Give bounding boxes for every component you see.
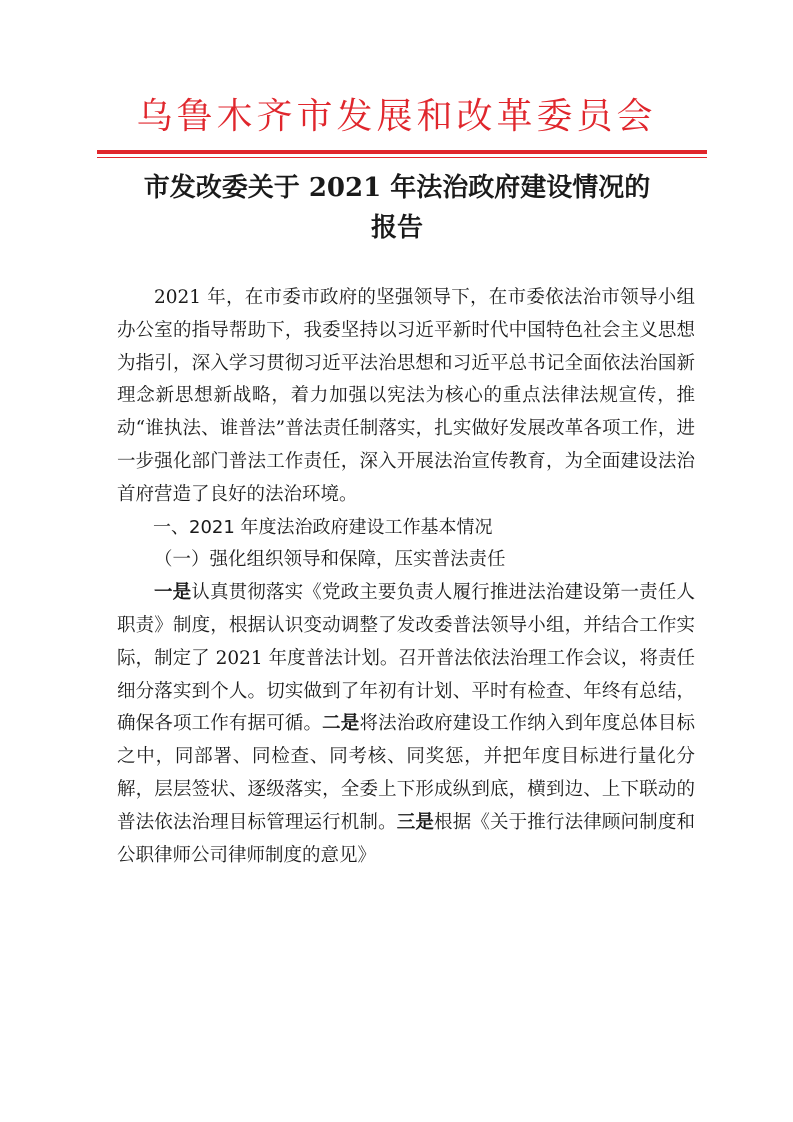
body-paragraph xyxy=(117,577,695,872)
document-title-line1: 市发改委关于 2021 年法治政府建设情况的 xyxy=(143,173,651,203)
document-title-line2: 报告 xyxy=(370,213,423,243)
masthead-rule-thick xyxy=(97,150,707,154)
masthead-title: 乌鲁木齐市发展和改革委员会 xyxy=(136,96,657,137)
masthead-rule-thin xyxy=(97,157,707,158)
item-text-2: 将法治政府建设工作纳入到年度总体目标之中，同部署、同检查、同考核、同奖惩，并把年度目标进行量化分解，层层签状、逐级落实，全委上下形成纵到底，横到边、上下联动的普法依法治理目标管理运行机制。 xyxy=(117,713,695,833)
document-body xyxy=(117,282,695,872)
item-lead-2: 二是 xyxy=(322,713,360,735)
item-lead-1: 一是 xyxy=(154,582,192,604)
section-heading: 一、2021 年度法治政府建设工作基本情况 xyxy=(153,516,493,538)
subsection-heading: （一）强化组织领导和保障，压实普法责任 xyxy=(154,549,506,571)
document-title xyxy=(97,168,697,248)
item-text-1: 认真贯彻落实《党政主要负责人履行推进法治建设第一责任人职责》制度，根据认识变动调整了发改委普法领导小组，并结合工作实际，制定了 2021 年度普法计划。召开普法依法治理工作会议，将责任细分落实到个人。切实做到了年初有计划、平时有检查、年终有总结，确保各项工作有据可循。 xyxy=(117,582,695,735)
intro-paragraph: 2021 年，在市委市政府的坚强领导下，在市委依法治市领导小组办公室的指导帮助下，我委坚持以习近平新时代中国特色社会主义思想为指引，深入学习贯彻习近平法治思想和习近平总书记全面依法治国新理念新思想新战略，着力加强以宪法为核心的重点法律法规宣传，推动“谁执法、谁普法”普法责任制落实，扎实做好发展改革各项工作，进一步强化部门普法工作责任，深入开展法治宣传教育，为全面建设法治首府营造了良好的法治环境。 xyxy=(117,287,695,505)
item-text-3: 根据《关于推行法律顾问制度和公职律师公司律师制度的意见》 xyxy=(117,811,695,866)
item-lead-3: 三是 xyxy=(396,811,435,833)
